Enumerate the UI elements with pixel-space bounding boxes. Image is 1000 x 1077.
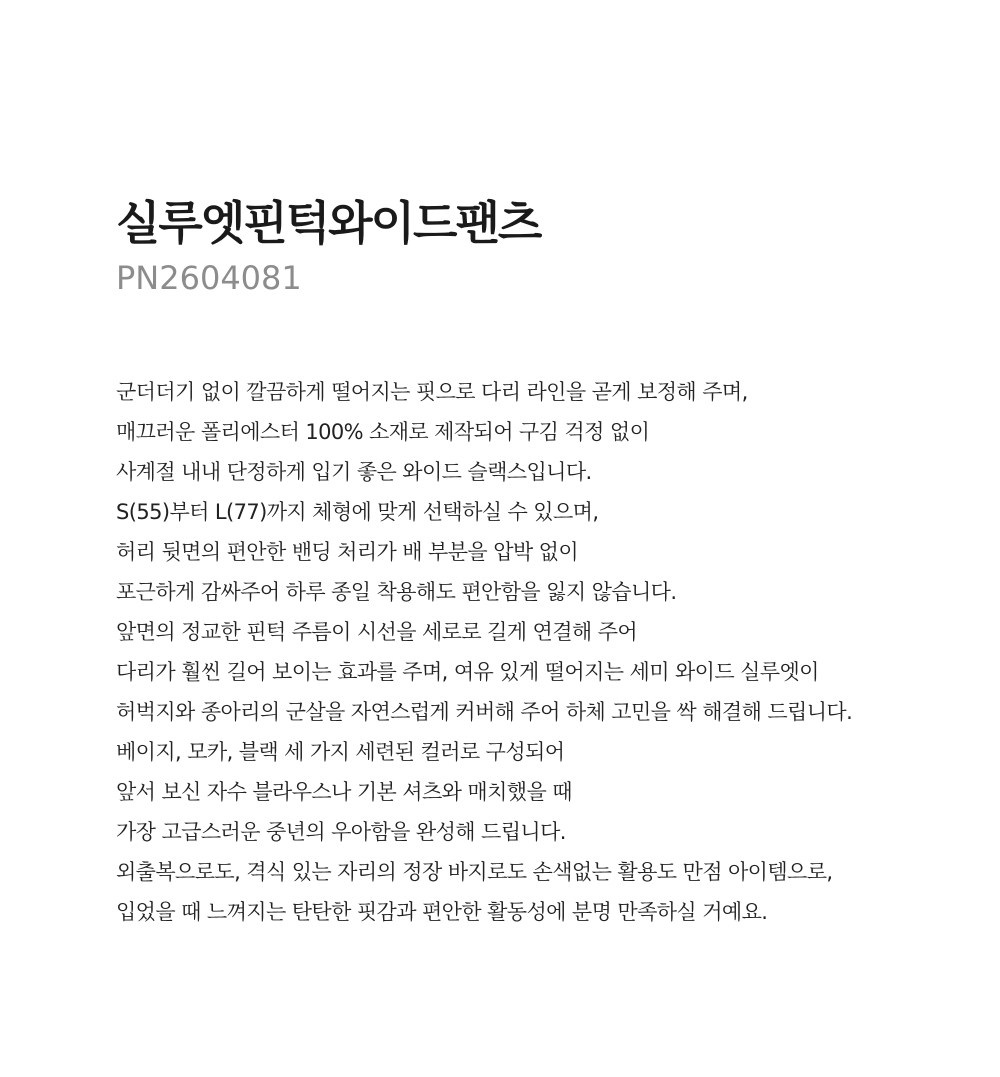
product-title: 실루엣핀턱와이드팬츠 — [116, 196, 541, 250]
product-code: PN2604081 — [116, 259, 302, 297]
description-line: 앞서 보신 자수 블라우스나 기본 셔츠와 매치했을 때 — [116, 780, 572, 804]
description-line: 외출복으로도, 격식 있는 자리의 정장 바지로도 손색없는 활용도 만점 아이템으로, — [116, 860, 833, 884]
product-header — [116, 192, 976, 300]
description-line: S(55)부터 L(77)까지 체형에 맞게 선택하실 수 있으며, — [116, 500, 599, 524]
description-line: 허벅지와 종아리의 군살을 자연스럽게 커버해 주어 하체 고민을 싹 해결해 드립니다. — [116, 700, 853, 724]
description-line: 포근하게 감싸주어 하루 종일 착용해도 편안함을 잃지 않습니다. — [116, 580, 677, 604]
product-description — [116, 372, 986, 932]
description-line: 사계절 내내 단정하게 입기 좋은 와이드 슬랙스입니다. — [116, 460, 592, 484]
description-line: 입었을 때 느껴지는 탄탄한 핏감과 편안한 활동성에 분명 만족하실 거예요. — [116, 900, 768, 924]
description-line: 베이지, 모카, 블랙 세 가지 세련된 컬러로 구성되어 — [116, 740, 565, 764]
description-line: 군더더기 없이 깔끔하게 떨어지는 핏으로 다리 라인을 곧게 보정해 주며, — [116, 380, 748, 404]
description-line: 허리 뒷면의 편안한 밴딩 처리가 배 부분을 압박 없이 — [116, 540, 579, 564]
description-line: 가장 고급스러운 중년의 우아함을 완성해 드립니다. — [116, 820, 566, 844]
description-line: 매끄러운 폴리에스터 100% 소재로 제작되어 구김 걱정 없이 — [116, 420, 650, 444]
description-line: 앞면의 정교한 핀턱 주름이 시선을 세로로 길게 연결해 주어 — [116, 620, 638, 644]
description-line: 다리가 훨씬 길어 보이는 효과를 주며, 여유 있게 떨어지는 세미 와이드 실루엣이 — [116, 660, 819, 684]
